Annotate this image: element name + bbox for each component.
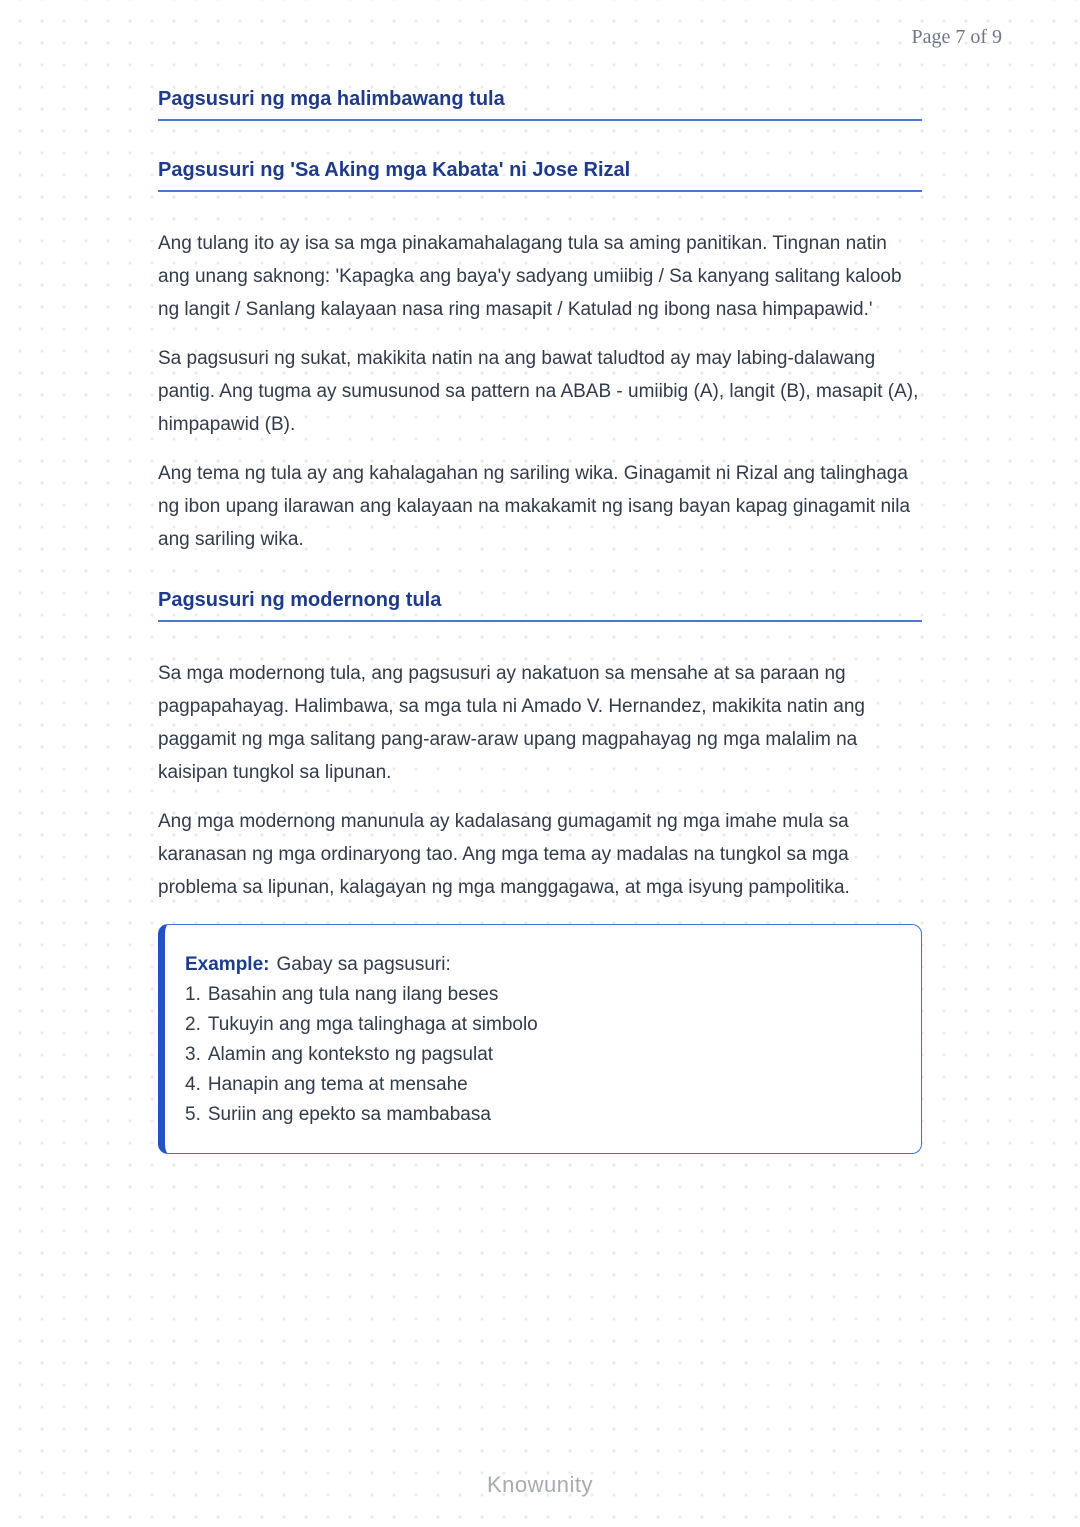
list-item-number: 1. bbox=[185, 984, 201, 1005]
example-intro-text: Gabay sa pagsusuri: bbox=[276, 954, 451, 975]
footer-brand: Knowunity bbox=[486, 1472, 593, 1497]
paragraph-modern-writers: Ang mga modernong manunula ay kadalasang gumagamit ng mga imahe mula sa karanasan ng mga ordinaryong tao. Ang mga tema ay madalas na tungkol sa mga problema sa lipunan, kalagayan ng mga manggagawa, at mga isyung pampolitika. bbox=[158, 811, 850, 898]
paragraph-meter-rhyme: Sa pagsusuri ng sukat, makikita natin na ang bawat taludtod ay may labing-dalawang pantig. Ang tugma ay sumusunod sa pattern na ABAB - umiibig (A), langit (B), masapit (A), himpapawid (B). bbox=[158, 348, 919, 435]
list-item bbox=[185, 1040, 891, 1070]
page-indicator: Page 7 of 9 bbox=[911, 26, 1002, 48]
list-item-number: 5. bbox=[185, 1104, 201, 1125]
example-intro-line bbox=[185, 950, 891, 980]
list-item-number: 4. bbox=[185, 1074, 201, 1095]
list-item-number: 3. bbox=[185, 1044, 201, 1065]
example-label: Example: bbox=[185, 954, 270, 975]
list-item-text: Hanapin ang tema at mensahe bbox=[207, 1074, 468, 1095]
paragraph-modern-intro: Sa mga modernong tula, ang pagsusuri ay nakatuon sa mensahe at sa paraan ng pagpapahayag. Halimbawa, sa mga tula ni Amado V. Hernandez, makikita natin ang paggamit ng mga salitang pang-araw-araw upang magpahayag ng mga malalim na kaisipan tungkol sa lipunan. bbox=[158, 663, 865, 783]
list-item-text: Basahin ang tula nang ilang beses bbox=[207, 984, 499, 1005]
example-steps-list bbox=[185, 980, 891, 1130]
paragraph-theme: Ang tema ng tula ay ang kahalagahan ng sariling wika. Ginagamit ni Rizal ang talinghaga ng ibon upang ilarawan ang kalayaan na makakamit ng isang bayan kapag ginagamit nila ang sariling wika. bbox=[158, 463, 911, 550]
list-item bbox=[185, 1010, 891, 1040]
list-item-text: Suriin ang epekto sa mambabasa bbox=[207, 1104, 491, 1125]
list-item-text: Tukuyin ang mga talinghaga at simbolo bbox=[207, 1014, 538, 1035]
example-box bbox=[158, 924, 922, 1154]
list-item bbox=[185, 980, 891, 1010]
list-item bbox=[185, 1100, 891, 1130]
heading-rizal-poem-analysis: Pagsusuri ng 'Sa Aking mga Kabata' ni Jose Rizal bbox=[158, 156, 922, 192]
list-item-text: Alamin ang konteksto ng pagsulat bbox=[207, 1044, 494, 1065]
list-item-number: 2. bbox=[185, 1014, 201, 1035]
heading-modern-poem-analysis: Pagsusuri ng modernong tula bbox=[158, 586, 922, 622]
paragraph-rizal-intro: Ang tulang ito ay isa sa mga pinakamahalagang tula sa aming panitikan. Tingnan natin ang unang saknong: 'Kapagka ang baya'y sadyang umiibig / Sa kanyang salitang kaloob ng langit / Sanlang kalayaan nasa ring masapit / Katulad ng ibong nasa himpapawid.' bbox=[158, 233, 902, 320]
list-item bbox=[185, 1070, 891, 1100]
heading-examples-analysis: Pagsusuri ng mga halimbawang tula bbox=[158, 85, 922, 121]
